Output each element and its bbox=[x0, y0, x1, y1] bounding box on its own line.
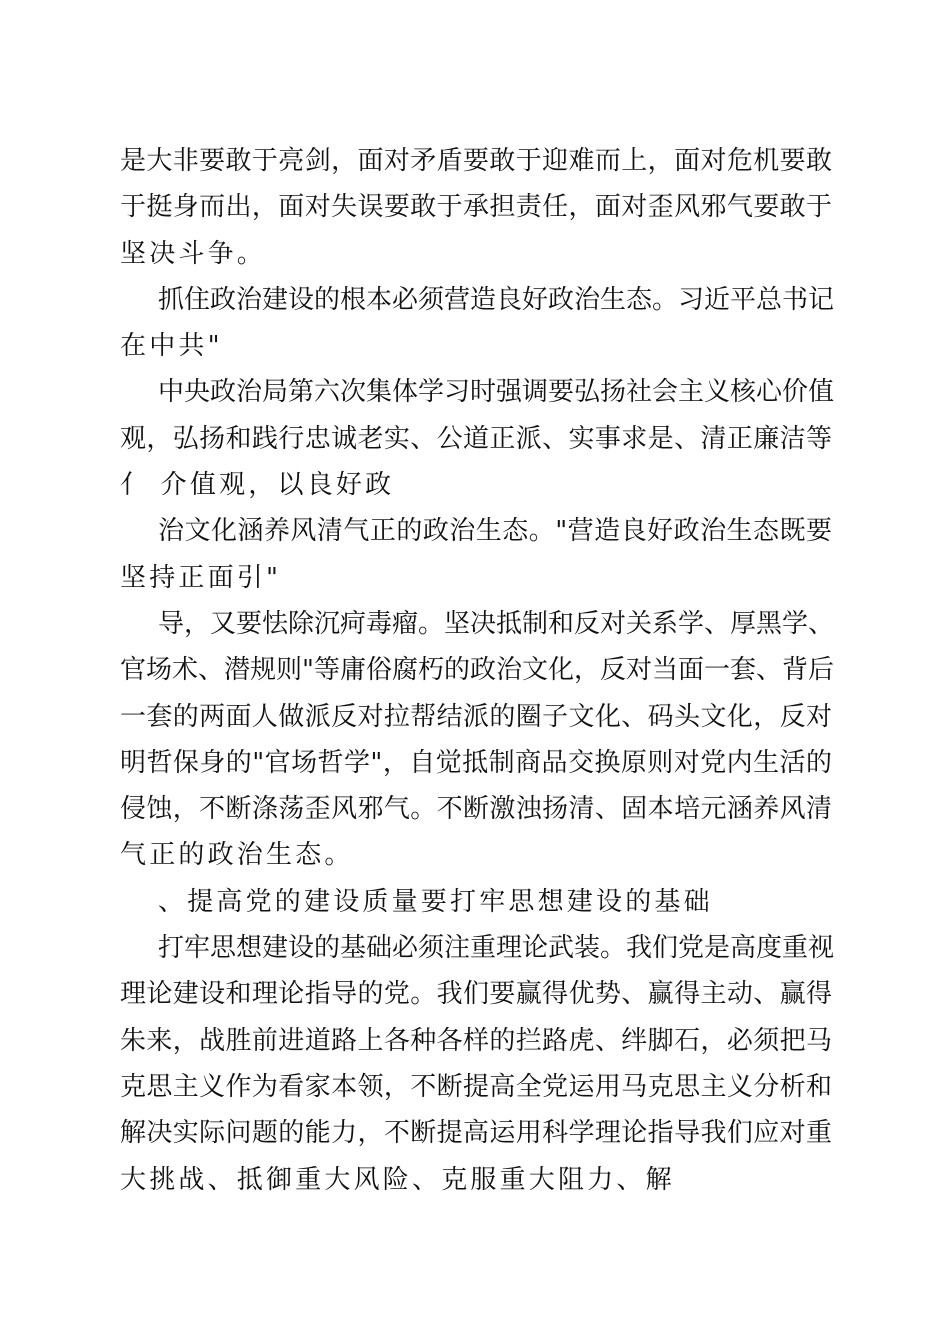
text-line: 明哲保身的"官场哲学"，自觉抵制商品交换原则对党内生活的 bbox=[120, 747, 832, 778]
text-line: 坚决斗争。 bbox=[120, 238, 267, 269]
text-line: 大挑战、抵御重大风险、克服重大阻力、解 bbox=[120, 1164, 675, 1195]
text-line: 气正的政治生态。 bbox=[120, 840, 354, 871]
text-line: 克思主义作为看家本领，不断提高全党运用马克思主义分析和 bbox=[120, 1071, 832, 1102]
text-line: 坚持正面引" bbox=[120, 562, 282, 593]
text-line: 于挺身而出，面对失误要敢于承担责任，面对歪风邪气要敢于 bbox=[120, 192, 832, 223]
text-line: 亻 介值观，以良好政 bbox=[120, 470, 395, 501]
text-line: 打牢思想建设的基础必须注重理论武装。我们党是高度重视 bbox=[158, 933, 835, 964]
text-line: 、提高党的建设质量要打牢思想建设的基础 bbox=[158, 886, 713, 917]
text-line: 理论建设和理论指导的党。我们要赢得优势、赢得主动、赢得 bbox=[120, 979, 832, 1010]
text-line: 治文化涵养风清气正的政治生态。"营造良好政治生态既要 bbox=[158, 516, 832, 547]
text-line: 侵蚀，不断涤荡歪风邪气。不断激浊扬清、固本培元涵养风清 bbox=[120, 794, 832, 825]
text-line: 中央政治局第六次集体学习时强调要弘扬社会主义核心价值 bbox=[158, 377, 835, 408]
text-line: 抓住政治建设的根本必须营造良好政治生态。习近平总书记 bbox=[158, 284, 835, 315]
text-line: 解决实际问题的能力，不断提高运用科学理论指导我们应对重 bbox=[120, 1118, 832, 1149]
document-body bbox=[120, 138, 835, 1203]
text-line: 官场术、潜规则"等庸俗腐朽的政治文化，反对当面一套、背后 bbox=[120, 655, 834, 686]
text-line: 导，又要怯除沉疴毒瘤。坚决抵制和反对关系学、厚黑学、 bbox=[158, 608, 835, 639]
text-line: 在中共" bbox=[120, 331, 223, 362]
text-line: 一套的两面人做派反对拉帮结派的圈子文化、码头文化，反对 bbox=[120, 701, 832, 732]
text-line: 观，弘扬和践行忠诚老实、公道正派、实事求是、清正廉洁等 bbox=[120, 423, 832, 454]
text-line: 是大非要敢于亮剑，面对矛盾要敢于迎难而上，面对危机要敢 bbox=[120, 146, 832, 176]
text-line: 朱来，战胜前进道路上各种各样的拦路虎、绊脚石，必须把马 bbox=[120, 1025, 832, 1056]
